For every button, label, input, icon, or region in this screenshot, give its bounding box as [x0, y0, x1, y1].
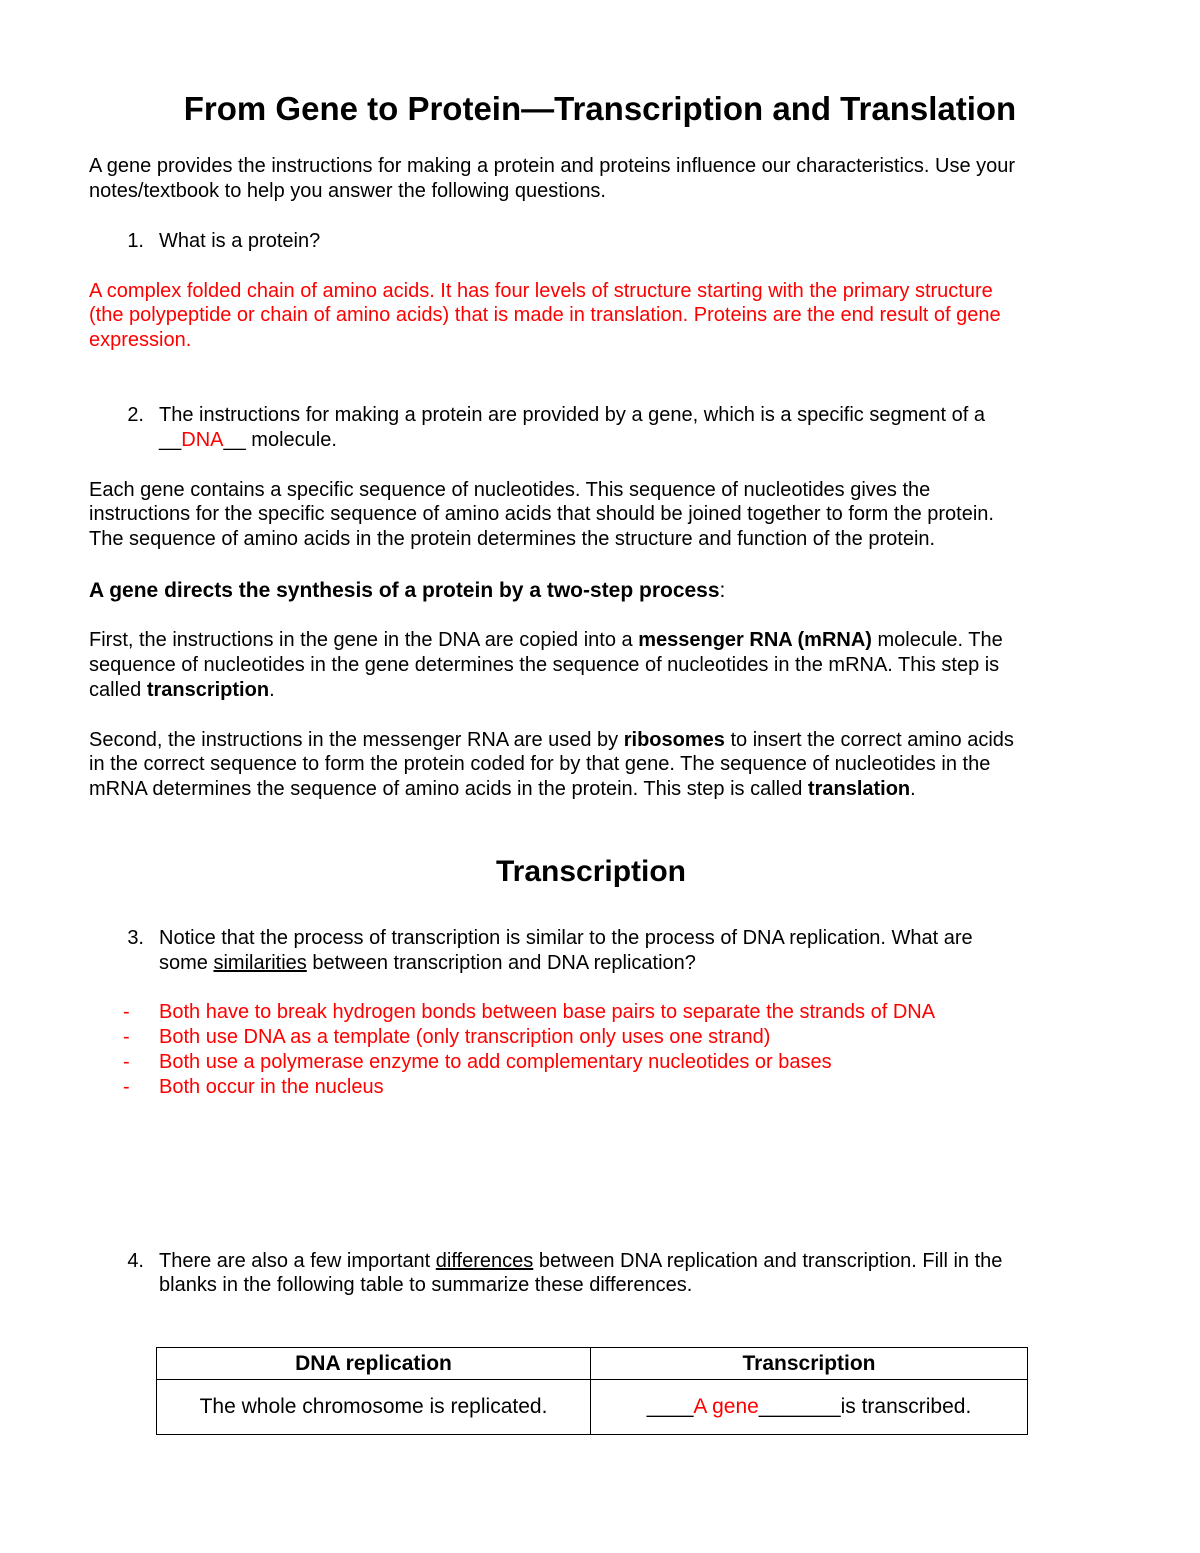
question-2-line-2: [159, 428, 337, 453]
question-3-line-2: some similarities between transcription and DNA replication?: [159, 952, 696, 974]
question-3-number: 3.: [127, 927, 144, 949]
table-cell-replication: The whole chromosome is replicated.: [157, 1380, 591, 1435]
table-cell-transcription: ____A gene_______is transcribed.: [591, 1380, 1028, 1435]
second-step-line-3: mRNA determines the sequence of amino acids in the protein. This step is called translation.: [89, 778, 916, 800]
section-heading-transcription: Transcription: [495, 855, 687, 888]
term-transcription: transcription: [146, 679, 270, 701]
paragraph-nucleotides-line-1: Each gene contains a specific sequence of nucleotides. This sequence of nucleotides gives the: [89, 479, 931, 501]
first-step-line-2: sequence of nucleotides in the gene determines the sequence of nucleotides in the mRNA. This step is: [89, 654, 1000, 676]
answer-1-line-2: (the polypeptide or chain of amino acids) that is made in translation. Proteins are the end result of gene: [89, 304, 1001, 326]
bullet-dash: -: [123, 1051, 130, 1073]
second-step-line-2: in the correct sequence to form the protein coded for by that gene. The sequence of nucleotides in the: [89, 753, 991, 775]
answer-1-line-1: A complex folded chain of amino acids. It has four levels of structure starting with the primary structure: [89, 280, 993, 302]
question-2-line-1: The instructions for making a protein are provided by a gene, which is a specific segment of a: [159, 404, 985, 426]
answer-3-item-4: Both occur in the nucleus: [159, 1076, 384, 1098]
term-differences: differences: [435, 1250, 534, 1272]
question-4-line-1: There are also a few important differences between DNA replication and transcription. Fill in the: [159, 1250, 1003, 1272]
question-1-text: What is a protein?: [159, 230, 321, 252]
table-header-row: [157, 1348, 1028, 1380]
answer-3-item-2: Both use DNA as a template (only transcription only uses one strand): [159, 1026, 771, 1048]
term-translation: translation: [807, 778, 911, 800]
first-step-line-3: called transcription.: [89, 679, 275, 701]
page-title: From Gene to Protein—Transcription and Translation: [183, 90, 1017, 127]
bullet-dash: -: [123, 1076, 130, 1098]
paragraph-nucleotides-line-3: The sequence of amino acids in the protein determines the structure and function of the protein.: [89, 528, 936, 550]
differences-table: [156, 1347, 1028, 1435]
question-4-line-2: blanks in the following table to summarize these differences.: [159, 1274, 693, 1296]
second-step-line-1: Second, the instructions in the messenger RNA are used by ribosomes to insert the correct amino acids: [89, 729, 1014, 751]
question-3-line-1: Notice that the process of transcription is similar to the process of DNA replication. What are: [159, 927, 973, 949]
answer-3-item-1: Both have to break hydrogen bonds between base pairs to separate the strands of DNA: [159, 1001, 936, 1023]
term-ribosomes: ribosomes: [623, 729, 725, 751]
table-row: [157, 1380, 1028, 1435]
answer-3-item-3: Both use a polymerase enzyme to add complementary nucleotides or bases: [159, 1051, 832, 1073]
two-step-heading: A gene directs the synthesis of a protein by a two-step process:: [89, 579, 726, 602]
paragraph-nucleotides-line-2: instructions for the specific sequence of amino acids that should be joined together to form the protein.: [89, 503, 994, 525]
intro-line-2: notes/textbook to help you answer the following questions.: [89, 180, 606, 202]
term-similarities: similarities: [213, 952, 307, 974]
table-header-transcription: Transcription: [591, 1348, 1028, 1380]
bullet-dash: -: [123, 1026, 130, 1048]
question-1-number: 1.: [127, 230, 144, 252]
question-4-number: 4.: [127, 1250, 144, 1272]
bullet-dash: -: [123, 1001, 130, 1023]
answer-2-dna: DNA: [181, 429, 224, 451]
answer-4-a-gene: A gene: [693, 1395, 759, 1418]
first-step-line-1: First, the instructions in the gene in the DNA are copied into a messenger RNA (mRNA) molecule. The: [89, 629, 1003, 651]
answer-1-line-3: expression.: [89, 329, 192, 351]
question-2-number: 2.: [127, 404, 144, 426]
intro-line-1: A gene provides the instructions for making a protein and proteins influence our characteristics. Use your: [89, 155, 1016, 177]
blank-pre: __: [159, 429, 182, 451]
table-header-dna-replication: DNA replication: [157, 1348, 591, 1380]
blank-post: __ molecule.: [223, 429, 337, 451]
term-mrna: messenger RNA (mRNA): [638, 629, 872, 651]
